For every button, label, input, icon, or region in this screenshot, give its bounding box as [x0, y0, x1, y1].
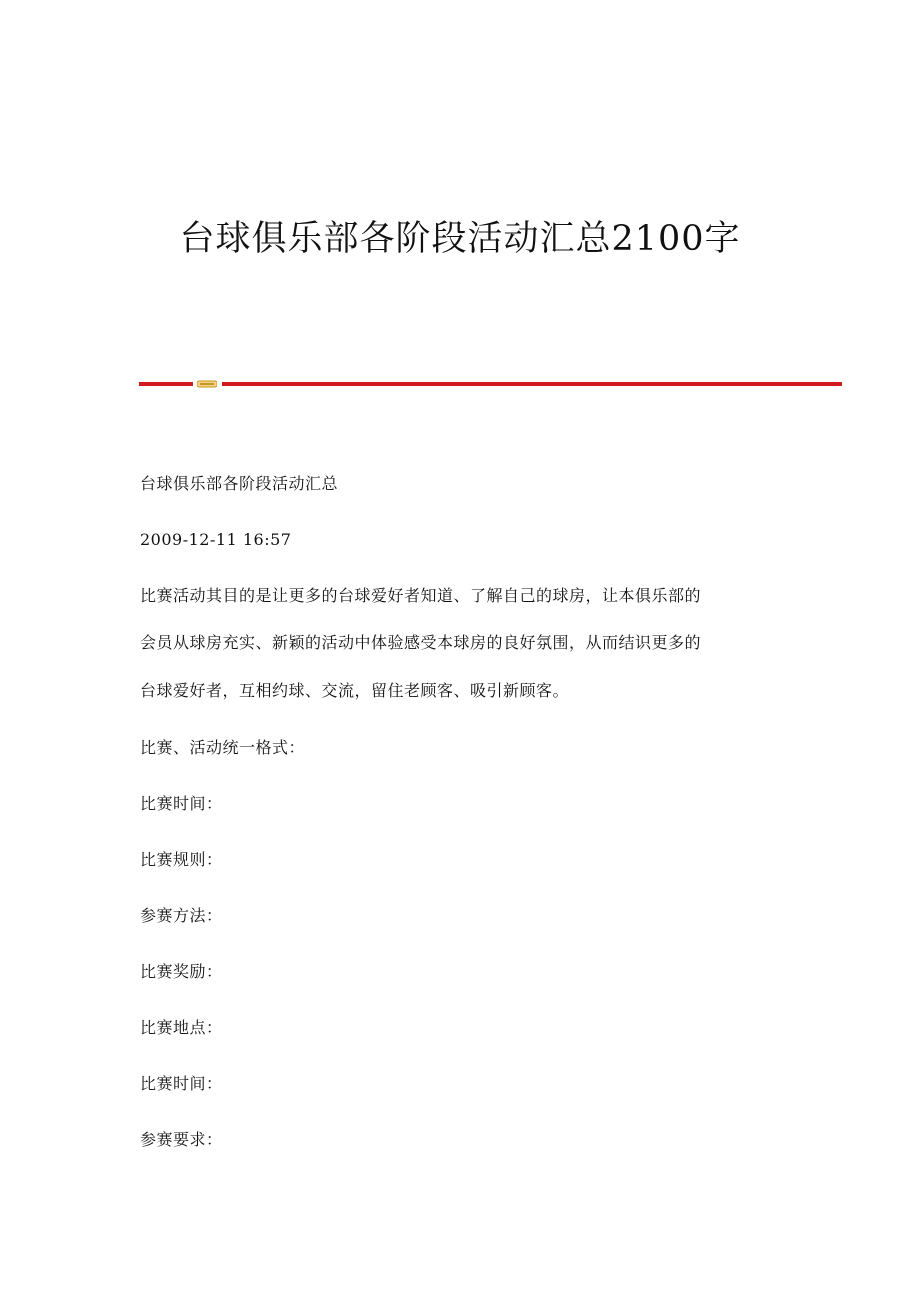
- document-subtitle: 台球俱乐部各阶段活动汇总: [140, 474, 339, 493]
- document-title: 台球俱乐部各阶段活动汇总2100字: [179, 219, 741, 259]
- format-item-time: 比赛时间：: [140, 794, 223, 813]
- format-item-time-2: 比赛时间：: [140, 1074, 223, 1093]
- divider-line-right: [222, 382, 842, 386]
- intro-line: 台球爱好者，互相约球、交流，留住老顾客、吸引新顾客。: [140, 681, 570, 700]
- intro-line: 会员从球房充实、新颖的活动中体验感受本球房的良好氛围，从而结识更多的: [140, 633, 702, 652]
- divider-ornament-icon: [197, 380, 217, 388]
- format-heading: 比赛、活动统一格式：: [140, 738, 306, 757]
- document-date: 2009-12-11 16:57: [140, 530, 292, 549]
- intro-line: 比赛活动其目的是让更多的台球爱好者知道、了解自己的球房，让本俱乐部的: [140, 586, 702, 605]
- format-item-requirements: 参赛要求：: [140, 1130, 223, 1149]
- format-item-rewards: 比赛奖励：: [140, 962, 223, 981]
- format-item-location: 比赛地点：: [140, 1018, 223, 1037]
- title-divider: [139, 379, 842, 389]
- format-item-entry-method: 参赛方法：: [140, 906, 223, 925]
- format-item-rules: 比赛规则：: [140, 850, 223, 869]
- divider-line-left: [139, 382, 193, 386]
